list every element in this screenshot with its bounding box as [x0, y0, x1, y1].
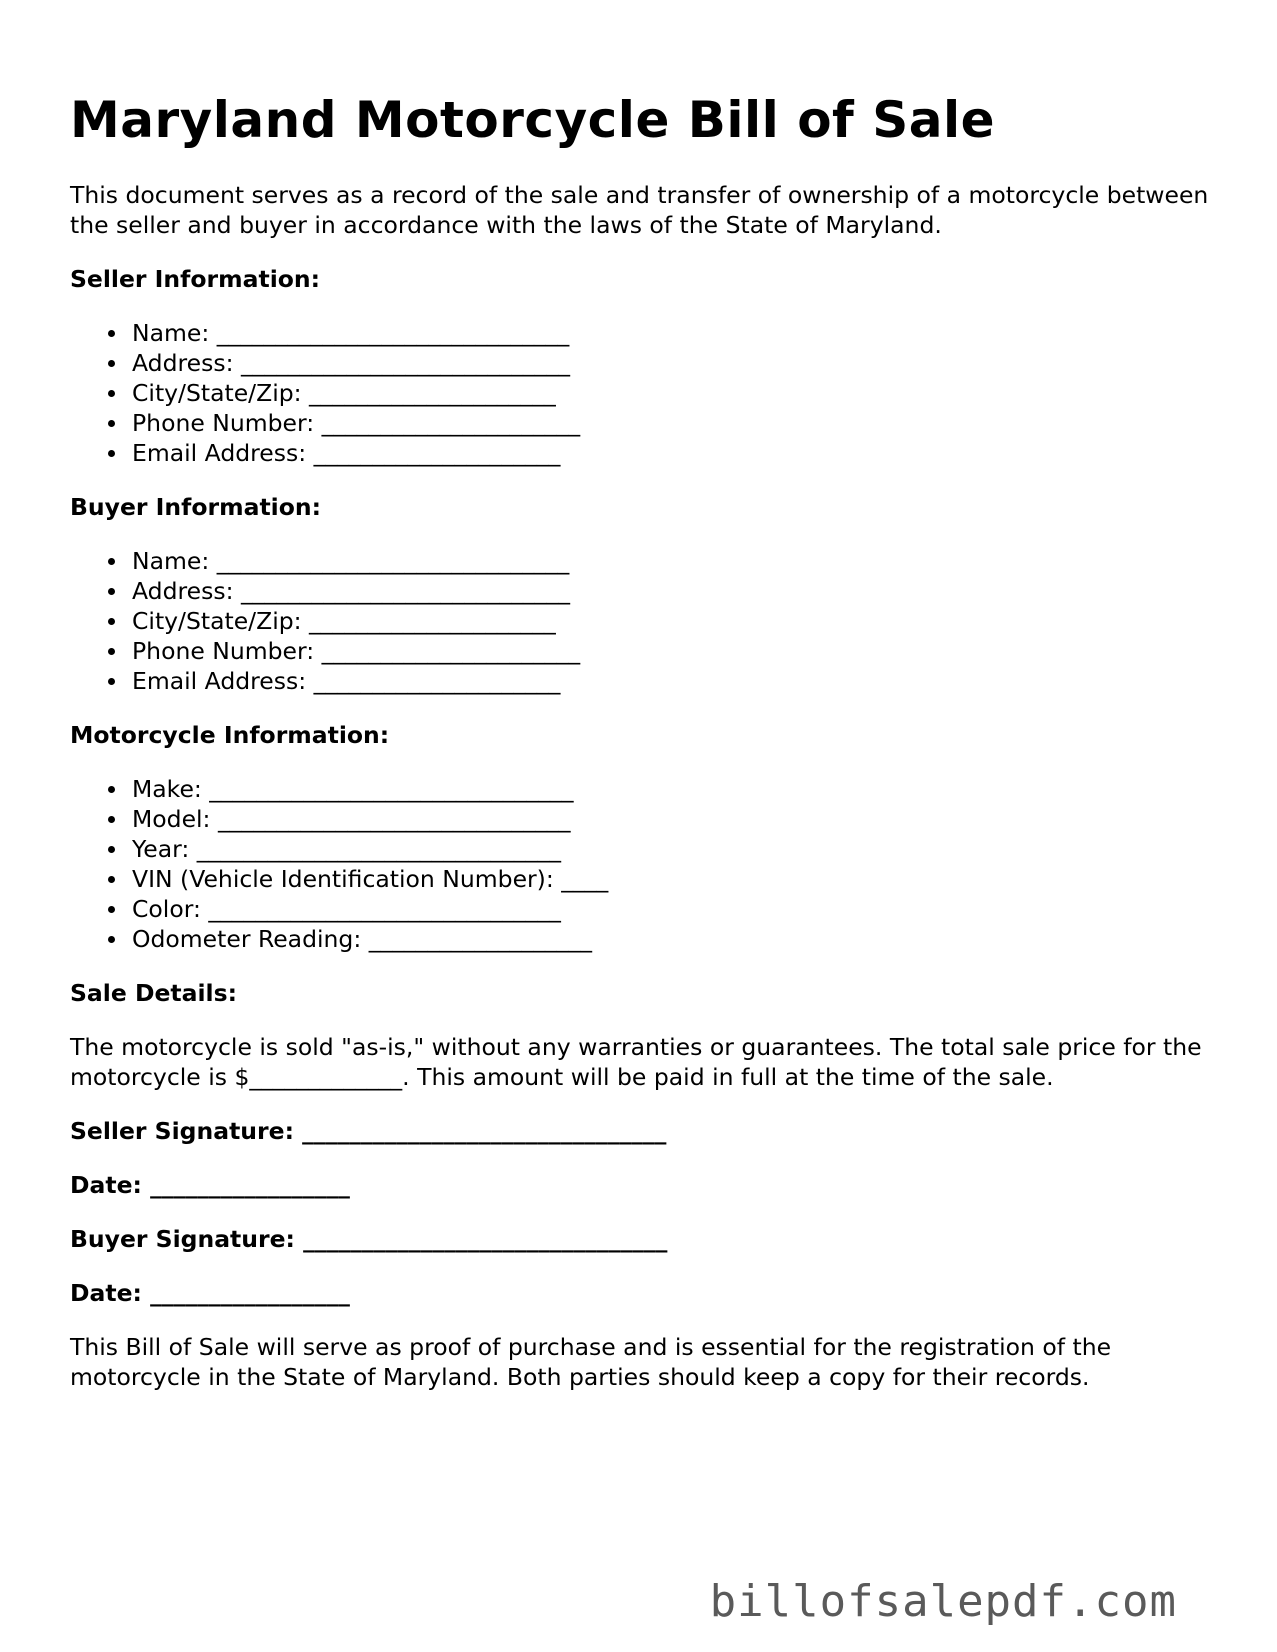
closing-paragraph: This Bill of Sale will serve as proof of purchase and is essential for the registration of the motorcycle in the State of Maryland. Both parties should keep a copy for their records. — [70, 1333, 1112, 1391]
seller-phone-field: Phone Number: ______________________ — [132, 408, 1210, 438]
document-page — [70, 86, 1210, 1392]
seller-information-heading: Seller Information: — [70, 265, 321, 293]
sale-details-heading: Sale Details: — [70, 979, 237, 1007]
seller-city-state-zip-field: City/State/Zip: _____________________ — [132, 378, 1210, 408]
buyer-email-field: Email Address: _____________________ — [132, 666, 1210, 696]
motorcycle-color-field: Color: ______________________________ — [132, 894, 1210, 924]
motorcycle-make-field: Make: _______________________________ — [132, 774, 1210, 804]
page-title: Maryland Motorcycle Bill of Sale — [70, 91, 996, 149]
seller-fields-list — [70, 318, 1210, 468]
seller-name-field: Name: ______________________________ — [132, 318, 1210, 348]
seller-address-field: Address: ____________________________ — [132, 348, 1210, 378]
buyer-date-line: Date: _________________ — [70, 1279, 350, 1307]
buyer-information-heading: Buyer Information: — [70, 493, 322, 521]
motorcycle-year-field: Year: _______________________________ — [132, 834, 1210, 864]
buyer-city-state-zip-field: City/State/Zip: _____________________ — [132, 606, 1210, 636]
buyer-fields-list — [70, 546, 1210, 696]
buyer-signature-line: Buyer Signature: _______________________________ — [70, 1225, 668, 1253]
motorcycle-odometer-field: Odometer Reading: ___________________ — [132, 924, 1210, 954]
buyer-address-field: Address: ____________________________ — [132, 576, 1210, 606]
motorcycle-model-field: Model: ______________________________ — [132, 804, 1210, 834]
motorcycle-vin-field: VIN (Vehicle Identification Number): ____ — [132, 864, 1210, 894]
buyer-name-field: Name: ______________________________ — [132, 546, 1210, 576]
motorcycle-information-heading: Motorcycle Information: — [70, 721, 390, 749]
watermark: billofsalepdf.com — [709, 1576, 1177, 1627]
sale-details-paragraph: The motorcycle is sold "as-is," without any warranties or guarantees. The total sale price for the motorcycle is $_____________. This amount will be paid in full at the time of the sale. — [70, 1033, 1202, 1091]
buyer-phone-field: Phone Number: ______________________ — [132, 636, 1210, 666]
seller-date-line: Date: _________________ — [70, 1171, 350, 1199]
seller-email-field: Email Address: _____________________ — [132, 438, 1210, 468]
seller-signature-line: Seller Signature: _______________________________ — [70, 1117, 667, 1145]
intro-paragraph: This document serves as a record of the sale and transfer of ownership of a motorcycle between the seller and buyer in accordance with the laws of the State of Maryland. — [70, 181, 1209, 239]
motorcycle-fields-list — [70, 774, 1210, 954]
